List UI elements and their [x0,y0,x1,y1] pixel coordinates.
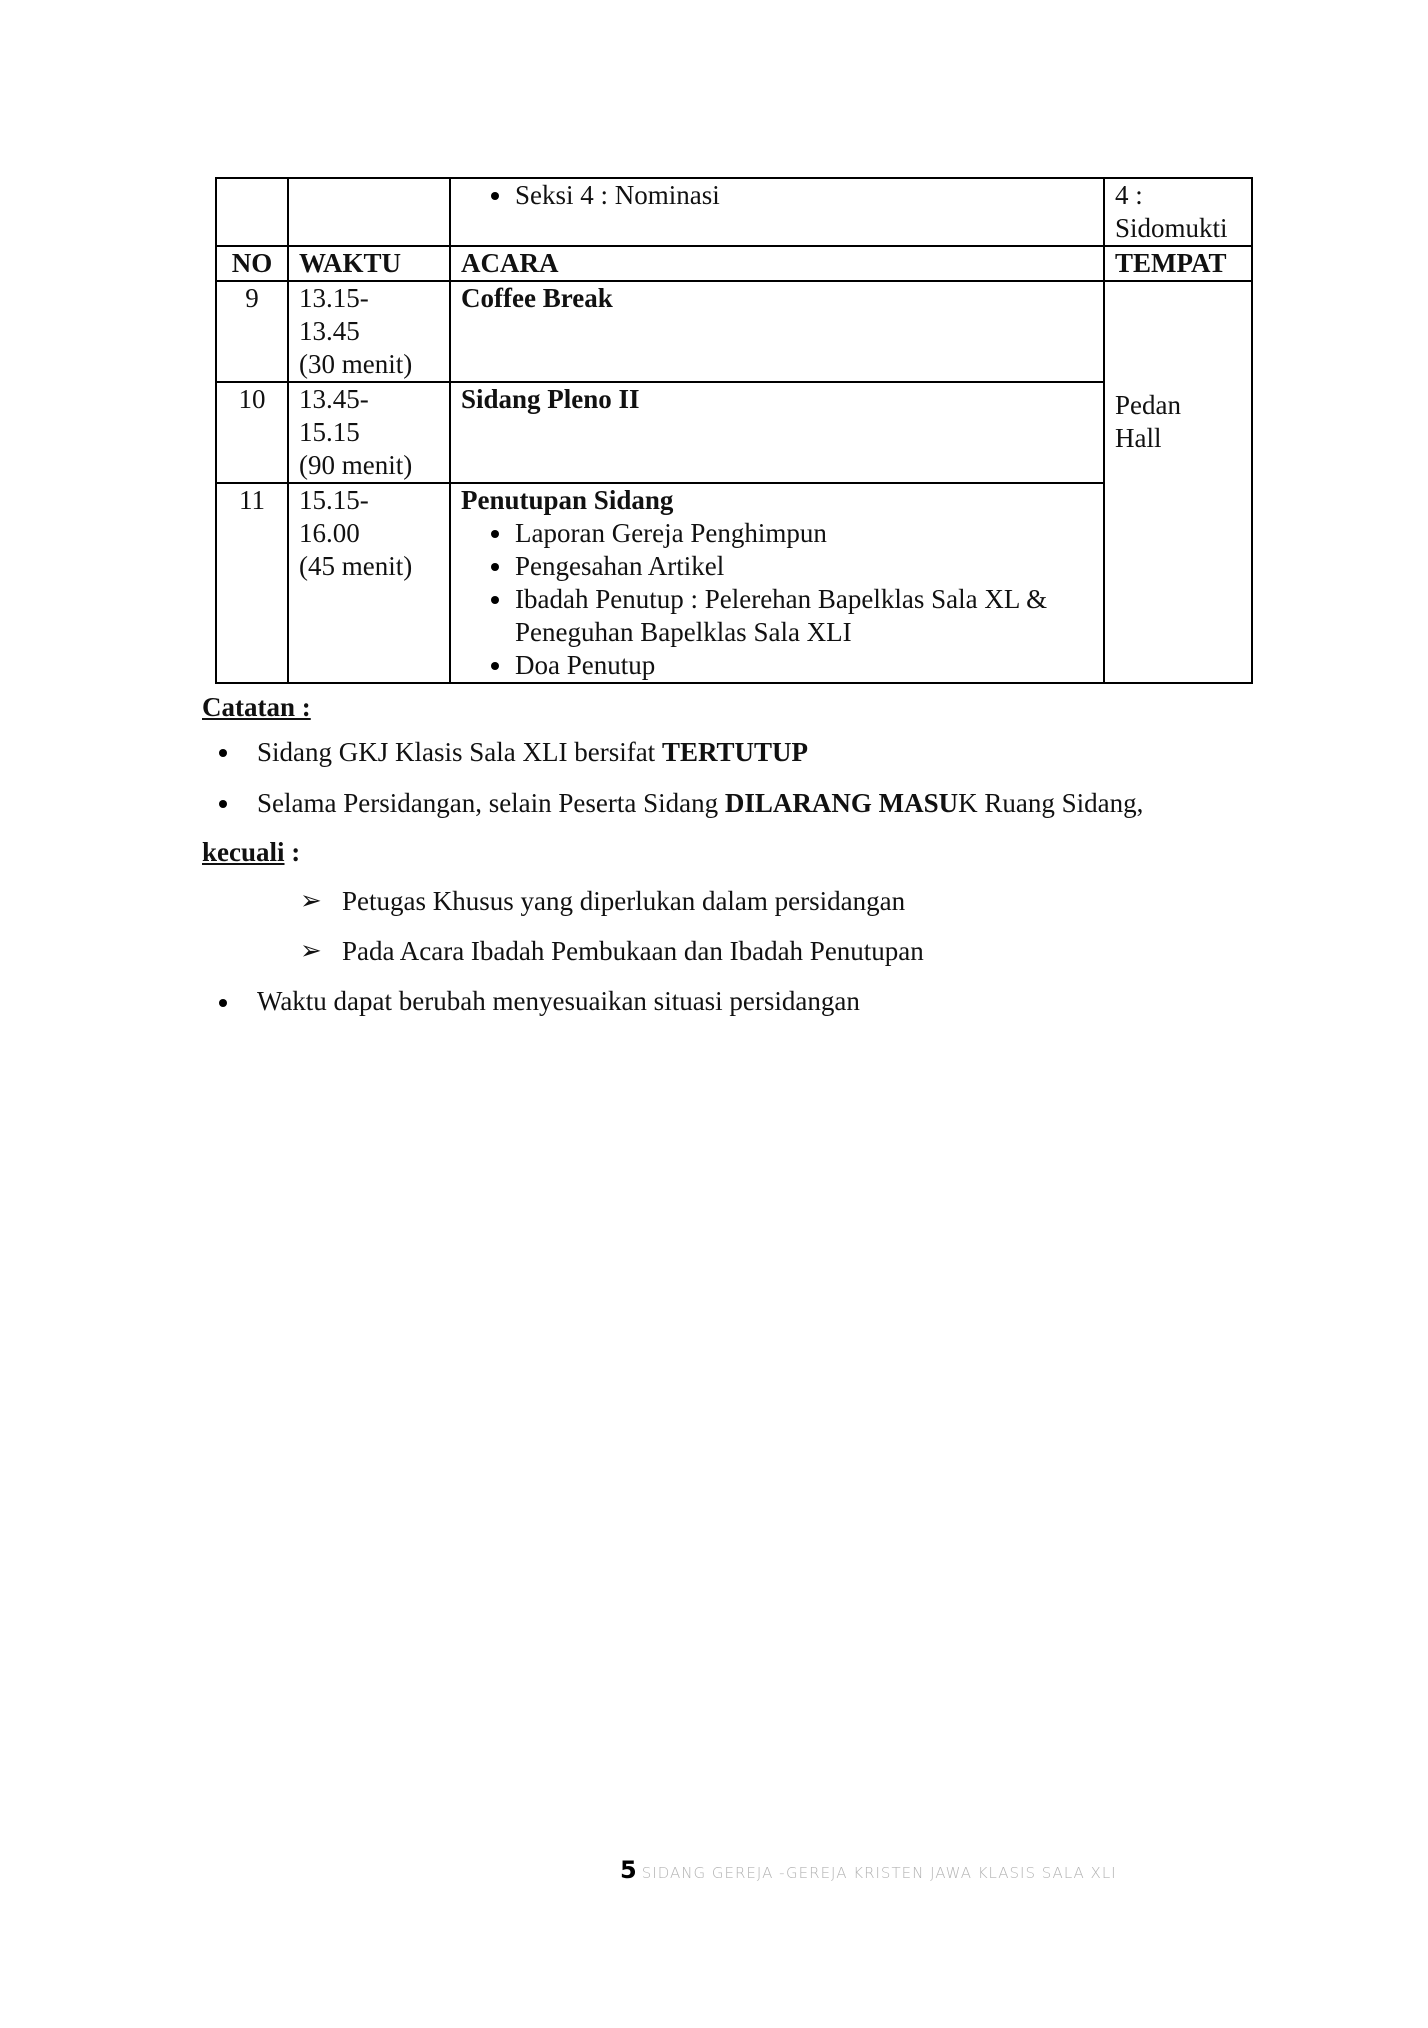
page-number: 5 [620,1856,637,1884]
table-row [216,382,1252,483]
cell-place [1104,178,1252,246]
bullet-icon [219,999,227,1007]
time-line: 15.15 [299,417,360,447]
cell-no [216,178,288,246]
list-item: Ibadah Penutup : Pelerehan Bapelklas Sala XL & Peneguhan Bapelklas Sala XLI [491,583,1093,649]
arrow-bullet-icon: ➢ [300,936,322,965]
cell-no: 11 [216,483,288,683]
cell-activity: Coffee Break [450,281,1104,382]
arrow-bullet-icon: ➢ [300,886,322,915]
time-line: 13.45- [299,384,369,414]
except-word: kecuali [202,837,285,867]
footer-text: SIDANG GEREJA -GEREJA KRISTEN JAWA KLASIS SALA XLI [641,1864,1117,1882]
time-line: 16.00 [299,518,360,548]
notes-title: Catatan : [202,692,311,722]
cell-time [288,178,450,246]
time-line: 13.45 [299,316,360,346]
header-no: NO [216,246,288,281]
list-item: Seksi 4 : Nominasi [491,179,1093,212]
note-emphasis: TERTUTUP [661,737,809,767]
table-row [216,178,1252,246]
note-text: K Ruang Sidang, [958,788,1144,818]
table-header-row [216,246,1252,281]
time-line: (90 menit) [299,450,413,480]
bullet-icon [219,749,227,757]
header-activity: ACARA [450,246,1104,281]
cell-time [288,483,450,683]
cell-time [288,382,450,483]
time-line: (30 menit) [299,349,413,379]
time-line: 15.15- [299,485,369,515]
list-item: Doa Penutup [491,649,1093,682]
header-place: TEMPAT [1104,246,1252,281]
sub-note-2: Pada Acara Ibadah Pembukaan dan Ibadah Penutupan [342,936,924,966]
place-line: 4 : [1115,180,1143,210]
table-row [216,281,1252,382]
note-text: Sidang GKJ Klasis Sala XLI bersifat [257,737,662,767]
note-emphasis: DILARANG MASU [724,788,959,818]
list-item: Laporan Gereja Penghimpun [491,517,1093,550]
list-item: Pengesahan Artikel [491,550,1093,583]
place-line: Pedan [1115,390,1181,420]
cell-no: 10 [216,382,288,483]
note-2 [257,787,1143,820]
table-row [216,483,1252,683]
header-time: WAKTU [288,246,450,281]
bullet-icon [219,800,227,808]
place-line: Sidomukti [1115,213,1228,243]
activity-list [461,179,1093,212]
cell-place-merged [1104,281,1252,683]
sub-note-1: Petugas Khusus yang diperlukan dalam persidangan [342,886,906,916]
cell-activity [450,483,1104,683]
cell-time [288,281,450,382]
cell-activity: Sidang Pleno II [450,382,1104,483]
activity-list [461,517,1093,682]
except-label [202,836,300,869]
cell-no: 9 [216,281,288,382]
time-line: (45 menit) [299,551,413,581]
note-3: Waktu dapat berubah menyesuaikan situasi persidangan [257,986,860,1016]
note-1 [257,736,808,769]
time-line: 13.15- [299,283,369,313]
except-colon: : [284,837,301,867]
place-line: Hall [1115,423,1162,453]
page-footer [620,1856,1252,1884]
schedule-table [215,177,1253,684]
activity-title: Penutupan Sidang [461,485,674,515]
note-text: Selama Persidangan, selain Peserta Sidang [257,788,725,818]
cell-activity [450,178,1104,246]
